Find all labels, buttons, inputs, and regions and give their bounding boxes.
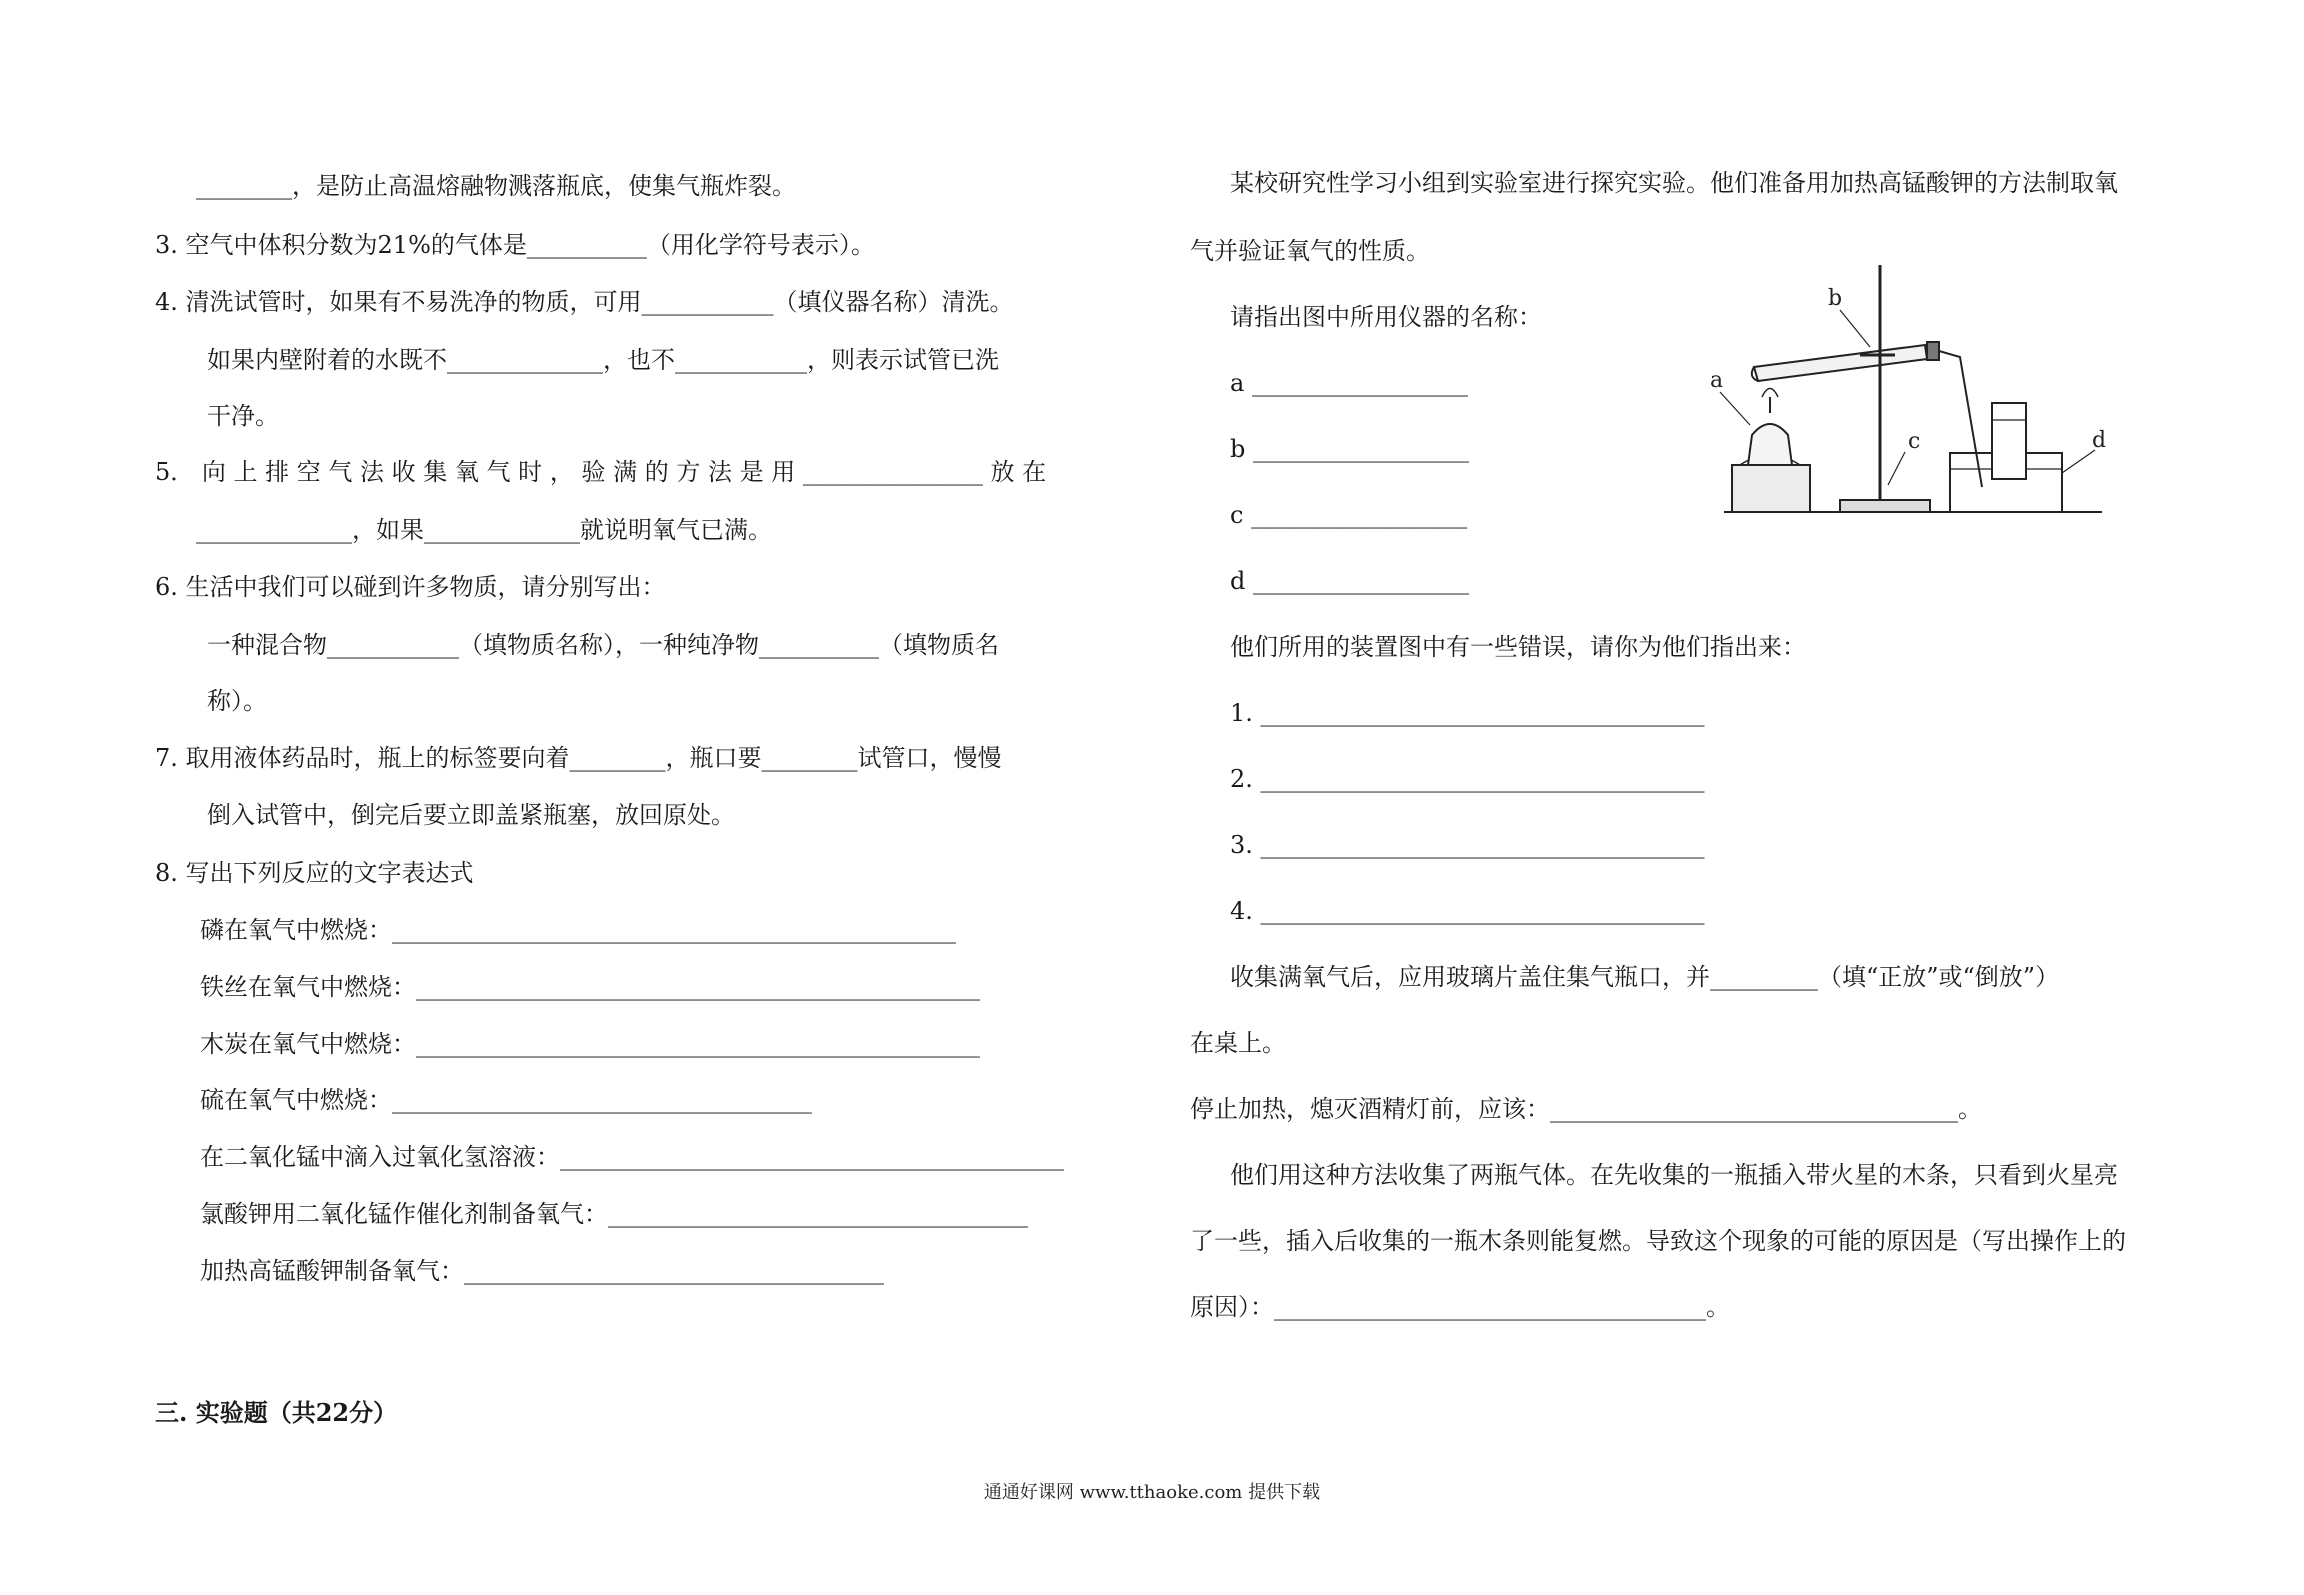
error-line: 1. _____________________________________ (1230, 699, 1705, 727)
text-line: 了一些，插入后收集的一瓶木条则能复燃。导致这个现象的可能的原因是（写出操作上的 (1190, 1227, 2126, 1255)
alcohol-lamp (1748, 424, 1792, 465)
text-line: 干净。 (207, 402, 279, 430)
test-tube (1754, 345, 1927, 381)
apparatus-diagram (1710, 255, 2110, 525)
question-3: 3. 空气中体积分数为21%的气体是__________（用化学符号表示）。 (155, 231, 875, 259)
question-8: 8. 写出下列反应的文字表达式 (155, 859, 474, 887)
text-line: 收集满氧气后，应用玻璃片盖住集气瓶口，并_________（填“正放”或“倒放”） (1230, 963, 2060, 991)
text-line: 如果内壁附着的水既不_____________，也不___________，则表示试管已洗 (207, 346, 999, 374)
text-line: 原因）：____________________________________。 (1190, 1293, 1730, 1321)
pointer-b (1840, 310, 1870, 347)
footer-credit: 通通好课网 www.tthaoke.com 提供下载 (983, 1482, 1321, 1503)
prompt-line: 他们所用的装置图中有一些错误，请你为他们指出来： (1230, 633, 1806, 661)
question-5: 5． 向 上 排 空 气 法 收 集 氧 气 时 ， 验 满 的 方 法 是 用 _______________ 放 在 (155, 458, 1047, 486)
pointer-a (1720, 392, 1750, 425)
section-heading: 三. 实验题（共22分） (155, 1398, 398, 1427)
diagram-label-a: a (1710, 368, 1724, 393)
wood-block (1732, 465, 1810, 512)
text-line: 称）。 (207, 687, 267, 715)
diagram-label-b: b (1828, 286, 1843, 311)
question-6: 6. 生活中我们可以碰到许多物质，请分别写出： (155, 573, 666, 601)
text-line: _____________，如果_____________就说明氧气已满。 (196, 516, 772, 544)
text-line: 停止加热，熄灭酒精灯前，应该：__________________________________。 (1190, 1095, 1982, 1123)
iron-stand-base (1840, 500, 1930, 512)
reaction-line: 在二氧化锰中滴入过氧化氢溶液：__________________________________________ (200, 1143, 1064, 1171)
text-line: 在桌上。 (1190, 1029, 1286, 1057)
stopper (1927, 342, 1939, 360)
delivery-tube (1939, 351, 1982, 487)
gas-jar (1992, 403, 2026, 479)
error-line: 2. _____________________________________ (1230, 765, 1705, 793)
reaction-line: 木炭在氧气中燃烧：_______________________________________________ (200, 1030, 980, 1058)
text-line: ________，是防止高温熔融物溅落瓶底，使集气瓶炸裂。 (196, 172, 796, 200)
error-line: 4. _____________________________________ (1230, 897, 1705, 925)
flame (1762, 389, 1778, 398)
answer-line-d: d __________________ (1230, 567, 1469, 595)
error-line: 3. _____________________________________ (1230, 831, 1705, 859)
reaction-line: 加热高锰酸钾制备氧气：___________________________________ (200, 1257, 884, 1285)
reaction-line: 硫在氧气中燃烧：___________________________________ (200, 1086, 812, 1114)
question-7: 7. 取用液体药品时，瓶上的标签要向着________，瓶口要________试管口，慢慢 (155, 744, 1002, 772)
diagram-label-c: c (1908, 429, 1921, 454)
text-line: 倒入试管中，倒完后要立即盖紧瓶塞，放回原处。 (207, 801, 735, 829)
intro-line: 某校研究性学习小组到实验室进行探究实验。他们准备用加热高锰酸钾的方法制取氧 (1230, 169, 2118, 197)
reaction-line: 铁丝在氧气中燃烧：_______________________________________________ (200, 973, 980, 1001)
reaction-line: 磷在氧气中燃烧：_______________________________________________ (200, 916, 956, 944)
pointer-c (1888, 452, 1905, 485)
diagram-label-d: d (2092, 428, 2107, 453)
prompt-line: 请指出图中所用仪器的名称： (1230, 303, 1542, 331)
text-line: 他们用这种方法收集了两瓶气体。在先收集的一瓶插入带火星的木条，只看到火星亮 (1230, 1161, 2118, 1189)
text-line: 一种混合物___________（填物质名称），一种纯净物__________（填物质名 (207, 631, 999, 659)
intro-line: 气并验证氧气的性质。 (1190, 237, 1430, 265)
answer-line-a: a __________________ (1230, 369, 1468, 397)
answer-line-c: c __________________ (1230, 501, 1468, 529)
question-4: 4. 清洗试管时，如果有不易洗净的物质，可用___________（填仪器名称）清洗。 (155, 288, 1014, 316)
answer-line-b: b __________________ (1230, 435, 1469, 463)
reaction-line: 氯酸钾用二氧化锰作催化剂制备氧气：___________________________________ (200, 1200, 1028, 1228)
pointer-d (2062, 450, 2095, 473)
